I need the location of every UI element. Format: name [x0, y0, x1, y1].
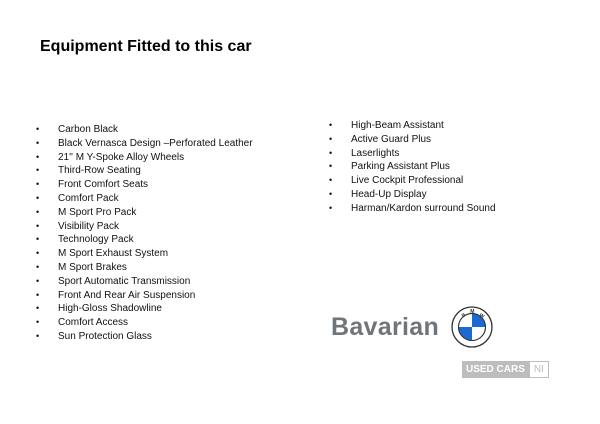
equipment-item: • Live Cockpit Professional — [329, 174, 496, 188]
equipment-item: • Parking Assistant Plus — [329, 160, 496, 174]
bmw-logo-icon — [451, 306, 493, 348]
equipment-item: • Sun Protection Glass — [36, 330, 253, 344]
equipment-list-right — [329, 119, 496, 216]
equipment-item: • M Sport Exhaust System — [36, 247, 253, 261]
equipment-item: • Front And Rear Air Suspension — [36, 289, 253, 303]
equipment-item: • Comfort Pack — [36, 192, 253, 206]
page-title: Equipment Fitted to this car — [40, 38, 252, 55]
svg-text:M: M — [470, 309, 475, 315]
equipment-item: • Harman/Kardon surround Sound — [329, 202, 496, 216]
equipment-item: • Technology Pack — [36, 233, 253, 247]
equipment-item: • High-Beam Assistant — [329, 119, 496, 133]
dealer-logo — [331, 306, 493, 348]
dealer-name: Bavarian — [331, 312, 440, 341]
equipment-item: • Front Comfort Seats — [36, 178, 253, 192]
equipment-item: • M Sport Pro Pack — [36, 206, 253, 220]
equipment-item: • Laserlights — [329, 147, 496, 161]
equipment-item: • M Sport Brakes — [36, 261, 253, 275]
equipment-item: • Comfort Access — [36, 316, 253, 330]
equipment-item: • Sport Automatic Transmission — [36, 275, 253, 289]
equipment-item: • Carbon Black — [36, 123, 253, 137]
equipment-item: • Black Vernasca Design –Perforated Leather — [36, 137, 253, 151]
equipment-item: • Third-Row Seating — [36, 164, 253, 178]
equipment-item: • 21'' M Y-Spoke Alloy Wheels — [36, 151, 253, 165]
equipment-item: • Head-Up Display — [329, 188, 496, 202]
equipment-item: • Active Guard Plus — [329, 133, 496, 147]
region-label: NI — [529, 361, 549, 378]
equipment-item: • High-Gloss Shadowline — [36, 302, 253, 316]
svg-text:B: B — [460, 312, 468, 320]
equipment-list-left — [36, 123, 253, 344]
svg-text:W: W — [477, 312, 486, 320]
used-cars-badge — [462, 361, 549, 378]
used-cars-label: USED CARS — [462, 361, 529, 378]
equipment-item: • Visibility Pack — [36, 220, 253, 234]
